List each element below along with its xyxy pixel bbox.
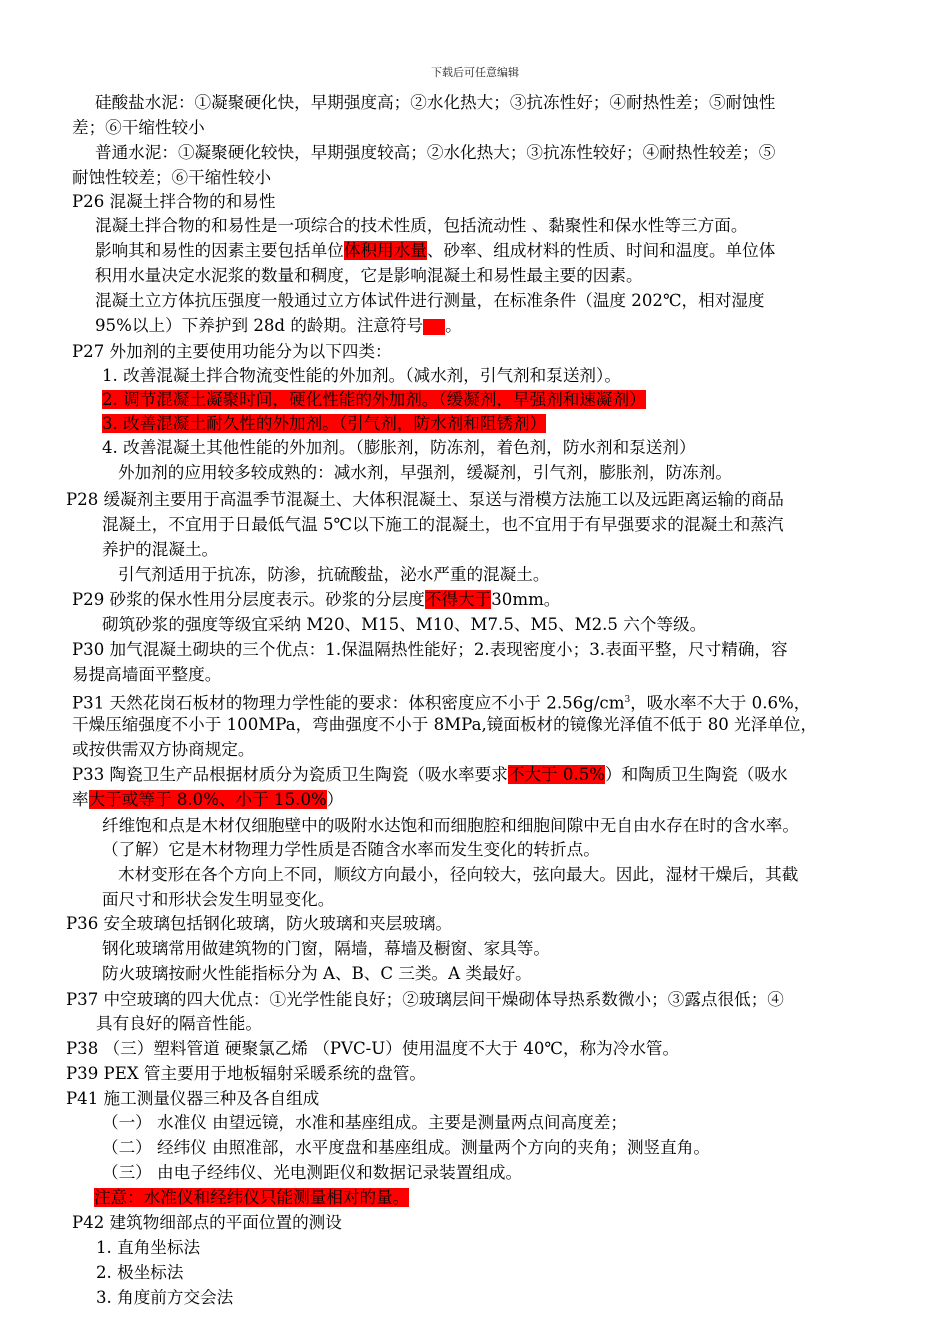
section-heading: P39 PEX 管主要用于地板辐射采暖系统的盘管。 [66, 1064, 427, 1083]
list-item: 4. 改善混凝土其他性能的外加剂。（膨胀剂，防冻剂，着色剂，防水剂和泵送剂） [102, 438, 696, 457]
text-line: （了解）它是木材物理力学性质是否随含水率而发生变化的转折点。 [102, 840, 600, 859]
section-heading: P41 施工测量仪器三种及各自组成 [66, 1089, 320, 1108]
list-item [102, 413, 546, 435]
highlight: 注意：水准仪和经纬仪只能测量相对的量。 [94, 1188, 410, 1207]
list-item: 3. 角度前方交会法 [96, 1288, 234, 1307]
list-item: （一） 水准仪 由望远镜，水准和基座组成。主要是测量两点间高度差； [102, 1113, 627, 1132]
text-line: 砌筑砂浆的强度等级宜采纳 M20、M15、M10、M7.5、M5、M2.5 六个等级。 [102, 615, 707, 634]
text-line: 积用水量决定水泥浆的数量和稠度，它是影响混凝土和易性最主要的因素。 [95, 266, 643, 285]
highlight: 2. 调节混凝土凝聚时间，硬化性能的外加剂。（缓凝剂，早强剂和速凝剂） [102, 390, 646, 409]
text-line: 95%以上）下养护到 28d 的龄期。注意符号fcu。 [95, 316, 462, 335]
text-line: 混凝土拌合物的和易性是一项综合的技术性质，包括流动性 、黏聚性和保水性等三方面。 [95, 216, 748, 235]
text-line: 养护的混凝土。 [102, 540, 219, 559]
text-line: 率大于或等于 8.0%、小于 15.0%） [72, 790, 344, 809]
section-heading: P31 天然花岗石板材的物理力学性能的要求：体积密度应不小于 $2.56g/cm^3$，吸水率不大于 0.6%， [72, 693, 811, 713]
highlight: 3. 改善混凝土耐久性的外加剂。（引气剂，防水剂和阻锈剂） [102, 414, 547, 433]
section-heading: P30 加气混凝土砌块的三个优点：1.保温隔热性能好；2.表现密度小；3.表面平整，尺寸精确，容 [72, 640, 788, 659]
section-heading: P26 混凝土拌合物的和易性 [72, 192, 276, 211]
text-line: 混凝土，不宜用于日最低气温 5℃以下施工的混凝土，也不宜用于有早强要求的混凝土和蒸汽 [102, 515, 784, 534]
text-line: 差；⑥干缩性较小 [72, 118, 205, 137]
list-item: （三） 由电子经纬仪、光电测距仪和数据记录装置组成。 [102, 1163, 523, 1182]
highlight-symbol: fcu [423, 319, 446, 335]
highlight: 不大于 0.5% [507, 765, 606, 784]
text-line: 干燥压缩强度不小于 100MPa，弯曲强度不小于 8MPa,镜面板材的镜像光泽值不低于 80 光泽单位， [72, 715, 818, 734]
text-line: 或按供需双方协商规定。 [72, 740, 255, 759]
section-heading: P42 建筑物细部点的平面位置的测设 [72, 1213, 342, 1232]
list-item: （二） 经纬仪 由照准部，水平度盘和基座组成。测量两个方向的夹角；测竖直角。 [102, 1138, 710, 1157]
text-line: 引气剂适用于抗冻，防渗，抗硫酸盐，泌水严重的混凝土。 [118, 565, 550, 584]
text-line: 混凝土立方体抗压强度一般通过立方体试件进行测量，在标准条件（温度 202℃，相对湿度 [95, 291, 765, 310]
section-heading: P27 外加剂的主要使用功能分为以下四类： [72, 342, 392, 361]
highlight: 大于或等于 8.0%、小于 15.0% [88, 790, 327, 809]
section-heading: P36 安全玻璃包括钢化玻璃，防火玻璃和夹层玻璃。 [66, 914, 453, 933]
text-line: 钢化玻璃常用做建筑物的门窗，隔墙，幕墙及橱窗、家具等。 [102, 939, 551, 958]
text-line: 普通水泥：①凝聚硬化较快，早期强度较高；②水化热大；③抗冻性较好；④耐热性较差；⑤ [95, 143, 776, 162]
section-heading: P29 砂浆的保水性用分层度表示。砂浆的分层度不得大于30mm。 [72, 590, 561, 609]
section-heading: P28 缓凝剂主要用于高温季节混凝土、大体积混凝土、泵送与滑模方法施工以及远距离运输的商品 [66, 490, 784, 509]
text-line: 防火玻璃按耐火性能指标分为 A、B、C 三类。A 类最好。 [102, 964, 532, 983]
text-line: 耐蚀性较差；⑥干缩性较小 [72, 168, 272, 187]
text-line: 具有良好的隔音性能。 [96, 1014, 262, 1033]
text-line: 影响其和易性的因素主要包括单位体积用水量、砂率、组成材料的性质、时间和温度。单位体 [95, 241, 776, 260]
list-item: 1. 改善混凝土拌合物流变性能的外加剂。（减水剂，引气剂和泵送剂）。 [102, 366, 621, 385]
text-line: 外加剂的应用较多较成熟的：减水剂，早强剂，缓凝剂，引气剂，膨胀剂，防冻剂。 [118, 463, 732, 482]
text-line: 易提高墙面平整度。 [72, 665, 222, 684]
text-line: 面尺寸和形状会发生明显变化。 [102, 890, 335, 909]
list-item [102, 389, 646, 411]
highlight: 体积用水量 [343, 241, 427, 260]
section-heading: P37 中空玻璃的四大优点：①光学性能良好；②玻璃层间干燥砌体导热系数微小；③露点很低；④ [66, 990, 784, 1009]
text-line: 木材变形在各个方向上不同，顺纹方向最小，径向较大，弦向最大。因此，湿材干燥后，其截 [118, 865, 799, 884]
highlight: 不得大于 [424, 590, 492, 609]
note-line [94, 1187, 409, 1209]
page-header: 下载后可任意编辑 [431, 66, 519, 79]
section-heading: P33 陶瓷卫生产品根据材质分为瓷质卫生陶瓷（吸水率要求不大于 0.5%）和陶质卫生陶瓷（吸水 [72, 765, 788, 784]
text-line: 纤维饱和点是木材仅细胞壁中的吸附水达饱和而细胞腔和细胞间隙中无自由水存在时的含水率。 [102, 816, 799, 835]
list-item: 1. 直角坐标法 [96, 1238, 201, 1257]
section-heading: P38 （三）塑料管道 硬聚氯乙烯 （PVC-U）使用温度不大于 40℃，称为冷水管。 [66, 1039, 680, 1058]
text-line: 硅酸盐水泥：①凝聚硬化快，早期强度高；②水化热大；③抗冻性好；④耐热性差；⑤耐蚀性 [95, 93, 776, 112]
list-item: 2. 极坐标法 [96, 1263, 184, 1282]
